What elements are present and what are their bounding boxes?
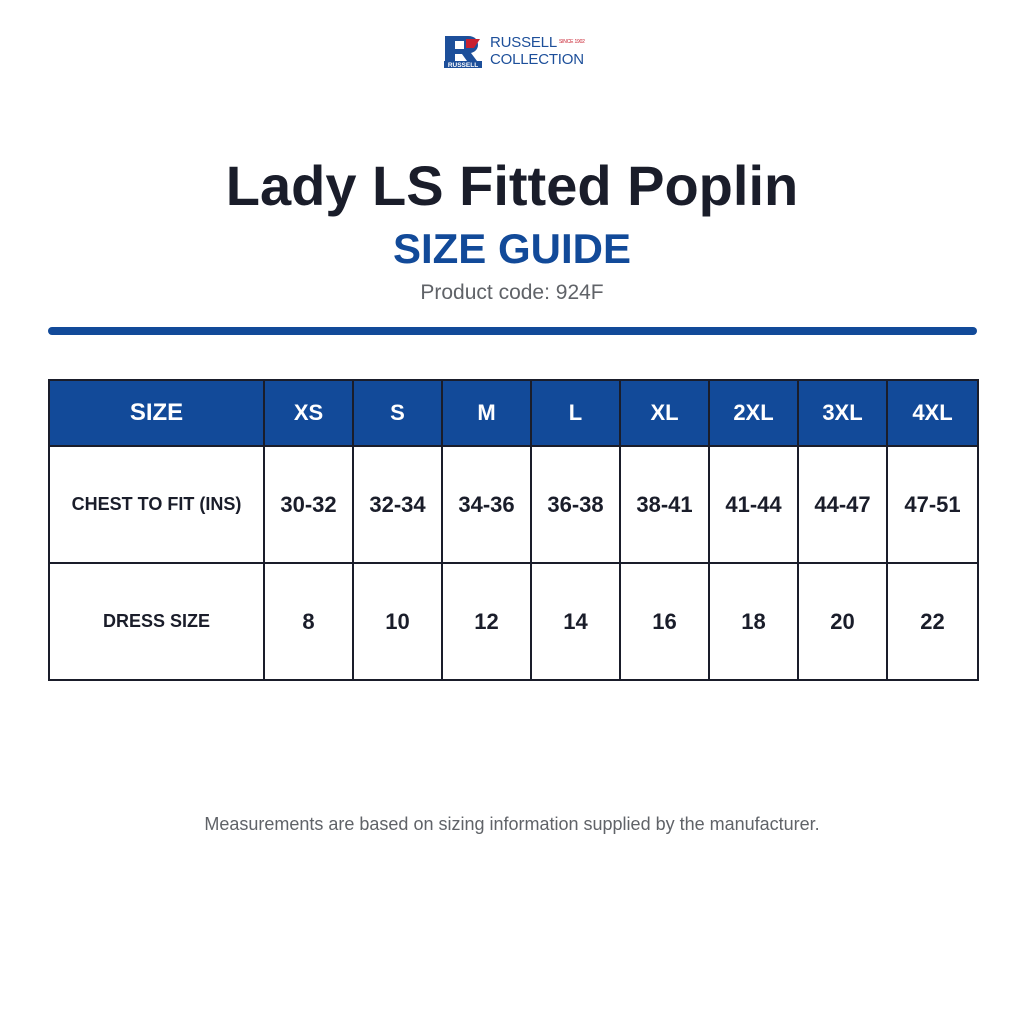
page-title: Lady LS Fitted Poplin [225, 154, 799, 217]
brand-wordmark [490, 35, 585, 67]
table-cell: 16 [620, 563, 709, 680]
table-cell: 30-32 [264, 446, 353, 563]
table-cell: 10 [353, 563, 442, 680]
footnote: Measurements are based on sizing information supplied by the manufacturer. [204, 814, 820, 834]
header-cell: L [531, 380, 620, 446]
header-divider [48, 327, 977, 335]
header-cell: M [442, 380, 531, 446]
header-cell: S [353, 380, 442, 446]
row-label-chest: CHEST TO FIT (INS) [49, 446, 264, 563]
table-cell: 47-51 [887, 446, 978, 563]
brand-logo [444, 35, 585, 69]
logo-mark-text: RUSSELL [447, 62, 479, 68]
table-cell: 34-36 [442, 446, 531, 563]
header-cell: 3XL [798, 380, 887, 446]
size-table [48, 379, 979, 681]
header-cell: 2XL [709, 380, 798, 446]
table-cell: 12 [442, 563, 531, 680]
table-cell: 18 [709, 563, 798, 680]
table-cell: 20 [798, 563, 887, 680]
product-code: Product code: 924F [420, 281, 604, 304]
table-cell: 22 [887, 563, 978, 680]
brand-since: SINCE 1902 [558, 39, 585, 45]
row-label-dress: DRESS SIZE [49, 563, 264, 680]
table-cell: 41-44 [709, 446, 798, 563]
table-cell: 8 [264, 563, 353, 680]
header-cell-size: SIZE [49, 380, 264, 446]
header-cell: 4XL [887, 380, 978, 446]
header-cell: XL [620, 380, 709, 446]
page-subtitle: SIZE GUIDE [392, 225, 632, 272]
table-cell: 36-38 [531, 446, 620, 563]
header-cell: XS [264, 380, 353, 446]
brand-name: RUSSELL [490, 34, 557, 51]
brand-collection: COLLECTION [490, 51, 584, 68]
russell-logo-icon [444, 35, 482, 68]
table-cell: 14 [531, 563, 620, 680]
table-cell: 38-41 [620, 446, 709, 563]
table-header-row [49, 380, 978, 446]
table-cell: 44-47 [798, 446, 887, 563]
table-row-chest [49, 446, 978, 563]
table-cell: 32-34 [353, 446, 442, 563]
table-row-dress [49, 563, 978, 680]
